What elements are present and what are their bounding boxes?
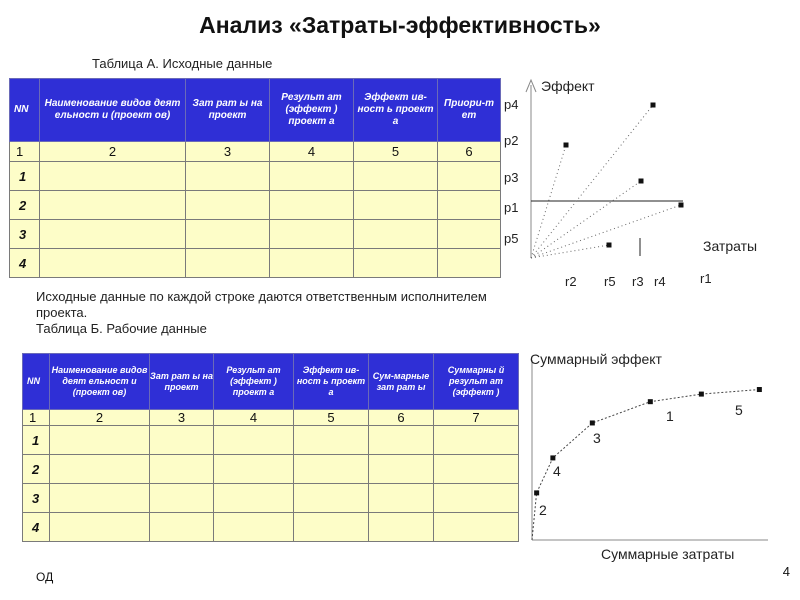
- row-label: 2: [10, 191, 40, 220]
- table-b-number-cell: 7: [434, 410, 519, 426]
- point-label: 1: [666, 408, 674, 424]
- table-b-number-cell: 3: [150, 410, 214, 426]
- table-a-number-cell: 6: [438, 142, 501, 162]
- cumulative-point: [550, 455, 555, 460]
- point-p1: [679, 203, 684, 208]
- table-b-header-cell: Результ ат (эффект ) проект а: [214, 354, 294, 410]
- table-a-caption: Таблица А. Исходные данные: [92, 56, 273, 71]
- ray-p4: [531, 105, 653, 258]
- x-tick-label: r1: [700, 271, 712, 286]
- row-label: 4: [23, 513, 50, 542]
- table-a-number-cell: 5: [354, 142, 438, 162]
- page-title: Анализ «Затраты-эффективность»: [199, 12, 601, 38]
- point-label: 2: [539, 502, 547, 518]
- table-a-header-cell: Результ ат (эффект ) проект а: [270, 79, 354, 142]
- y-axis-label: Суммарный эффект: [530, 351, 662, 367]
- table-b-number-cell: 1: [23, 410, 50, 426]
- cumulative-curve: [532, 390, 759, 541]
- point-p4: [651, 103, 656, 108]
- x-tick-label: r2: [565, 274, 577, 289]
- table-a-header-cell: Наименование видов деят ельност и (проект ов): [40, 79, 186, 142]
- table-b-number-cell: 2: [50, 410, 150, 426]
- cumulative-point: [648, 399, 653, 404]
- x-tick-label: r3: [632, 274, 644, 289]
- page-number: 4: [782, 564, 790, 579]
- table-b-number-cell: 6: [369, 410, 434, 426]
- x-tick-label: r4: [654, 274, 666, 289]
- table-b-header-cell: Суммарны й результ ат (эффект ): [434, 354, 519, 410]
- ray-p3: [531, 181, 641, 258]
- row-label: 1: [10, 162, 40, 191]
- table-a-header-cell: Эффект ив-ност ь проект а: [354, 79, 438, 142]
- ray-p5: [531, 245, 609, 258]
- x-tick-label: r5: [604, 274, 616, 289]
- row-label: 3: [23, 484, 50, 513]
- x-axis-label: Затраты: [703, 238, 758, 254]
- point-p2: [564, 143, 569, 148]
- table-b-header-cell: NN: [23, 354, 50, 410]
- y-tick-label: p3: [504, 170, 519, 185]
- cumulative-chart: [530, 351, 768, 562]
- table-b-number-cell: 4: [214, 410, 294, 426]
- table-b-header-cell: Наименование видов деят ельност и (проект ов): [50, 354, 150, 410]
- cumulative-point: [590, 420, 595, 425]
- table-b-header-cell: Эффект ив-ност ь проект а: [294, 354, 369, 410]
- point-label: 3: [593, 430, 601, 446]
- point-labels: [539, 402, 743, 518]
- footer-text: ОД: [36, 570, 54, 584]
- y-tick-label: p2: [504, 133, 519, 148]
- table-a-number-cell: 4: [270, 142, 354, 162]
- y-tick-label: p4: [504, 97, 519, 112]
- row-label: 3: [10, 220, 40, 249]
- row-label: 4: [10, 249, 40, 278]
- y-tick-label: p1: [504, 200, 519, 215]
- table-a-number-cell: 3: [186, 142, 270, 162]
- table-a-header-cell: Приори-т ет: [438, 79, 501, 142]
- point-group: [534, 387, 762, 495]
- point-p3: [639, 179, 644, 184]
- table-b-header-cell: Сум-марные зат рат ы: [369, 354, 434, 410]
- note-text: Исходные данные по каждой строке даются ответственным исполнителем проекта.: [36, 289, 487, 320]
- table-b-caption: Таблица Б. Рабочие данные: [36, 321, 207, 336]
- row-label: 2: [23, 455, 50, 484]
- table-b-header-cell: Зат рат ы на проект: [150, 354, 214, 410]
- point-label: 4: [553, 463, 561, 479]
- point-p5: [607, 243, 612, 248]
- ray-p1: [531, 205, 681, 258]
- cumulative-point: [534, 490, 539, 495]
- y-tick-label: p5: [504, 231, 519, 246]
- effect-cost-chart: [504, 78, 757, 289]
- y-axis-label: Эффект: [541, 78, 595, 94]
- table-b-number-cell: 5: [294, 410, 369, 426]
- ray-group: [531, 105, 681, 258]
- cumulative-point: [699, 392, 704, 397]
- point-group: [564, 103, 684, 248]
- table-a-header-cell: NN: [10, 79, 40, 142]
- cumulative-point: [757, 387, 762, 392]
- x-tick-labels: [565, 271, 712, 289]
- y-tick-labels: [504, 97, 518, 246]
- table-a-number-cell: 1: [10, 142, 40, 162]
- point-label: 5: [735, 402, 743, 418]
- table-a-number-cell: 2: [40, 142, 186, 162]
- table-a-header-cell: Зат рат ы на проект: [186, 79, 270, 142]
- x-axis-label: Суммарные затраты: [601, 546, 735, 562]
- row-label: 1: [23, 426, 50, 455]
